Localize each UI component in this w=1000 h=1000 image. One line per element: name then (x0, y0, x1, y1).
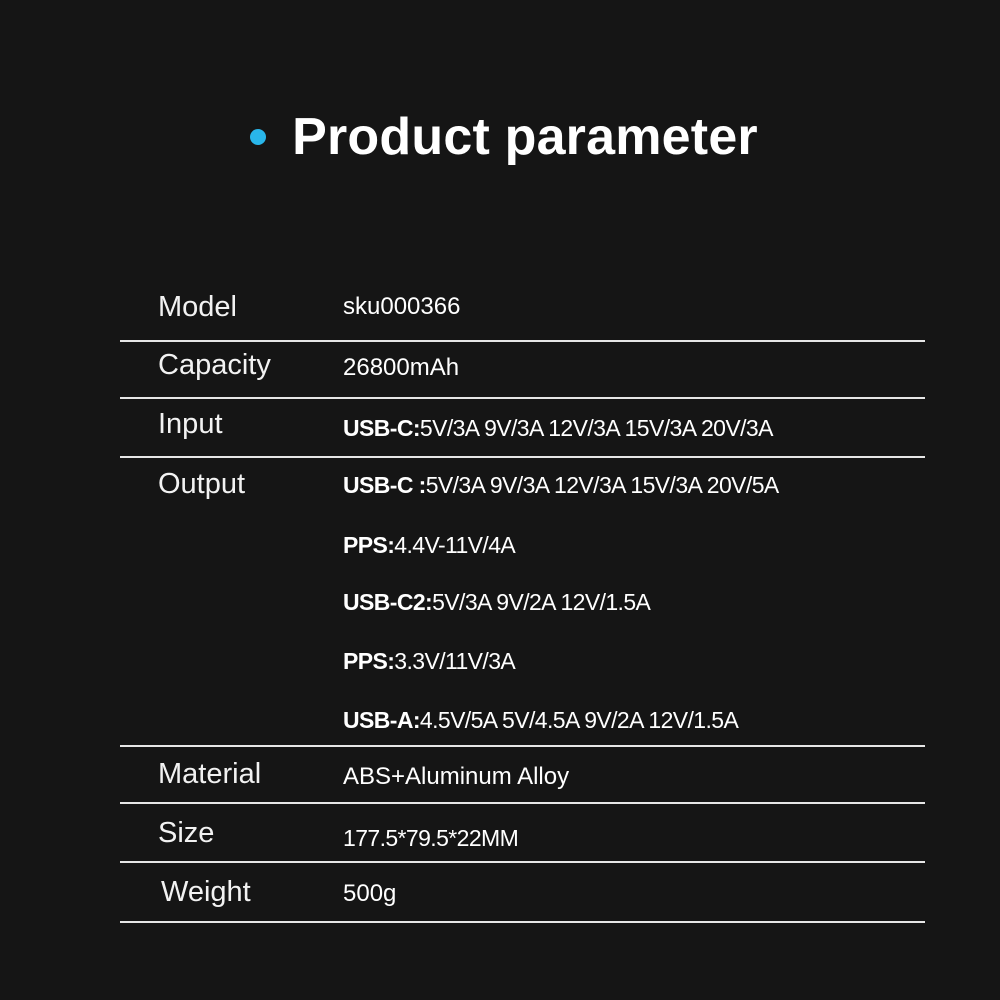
port-prefix: USB-C2: (343, 589, 433, 615)
page-title-text: Product parameter (292, 108, 758, 166)
param-row-capacity (120, 342, 925, 398)
param-row-model (120, 284, 925, 340)
param-row-material (120, 747, 925, 802)
param-value: USB-C2:5V/3A 9V/2A 12V/1.5A (343, 589, 651, 615)
param-value: PPS:4.4V-11V/4A (343, 532, 516, 558)
param-value: 500g (343, 880, 397, 907)
bullet-dot-icon (250, 129, 266, 145)
port-prefix: USB-A: (343, 707, 420, 733)
param-row-input (120, 399, 925, 456)
param-value: 177.5*79.5*22MM (343, 825, 519, 851)
param-label: Size (158, 817, 215, 849)
param-value: USB-C :5V/3A 9V/3A 12V/3A 15V/3A 20V/5A (343, 472, 779, 498)
port-prefix: USB-C: (343, 415, 420, 441)
param-value: PPS:3.3V/11V/3A (343, 648, 516, 674)
param-label: Output (158, 468, 246, 500)
param-value: USB-A:4.5V/5A 5V/4.5A 9V/2A 12V/1.5A (343, 707, 739, 733)
param-row-output (120, 458, 925, 745)
param-row-size (120, 804, 925, 861)
param-label: Material (158, 758, 262, 790)
param-value: sku000366 (343, 293, 461, 320)
page-title (0, 102, 1000, 172)
param-label: Capacity (158, 349, 271, 381)
row-divider (120, 921, 925, 923)
port-prefix: PPS: (343, 532, 395, 558)
port-prefix: USB-C : (343, 472, 426, 498)
param-value: USB-C:5V/3A 9V/3A 12V/3A 15V/3A 20V/3A (343, 415, 773, 441)
param-row-weight (120, 863, 925, 921)
param-value: 26800mAh (343, 354, 460, 381)
param-value: ABS+Aluminum Alloy (343, 763, 570, 790)
param-label: Input (158, 408, 223, 440)
param-label: Weight (161, 876, 251, 908)
port-prefix: PPS: (343, 648, 395, 674)
param-label: Model (158, 291, 237, 323)
